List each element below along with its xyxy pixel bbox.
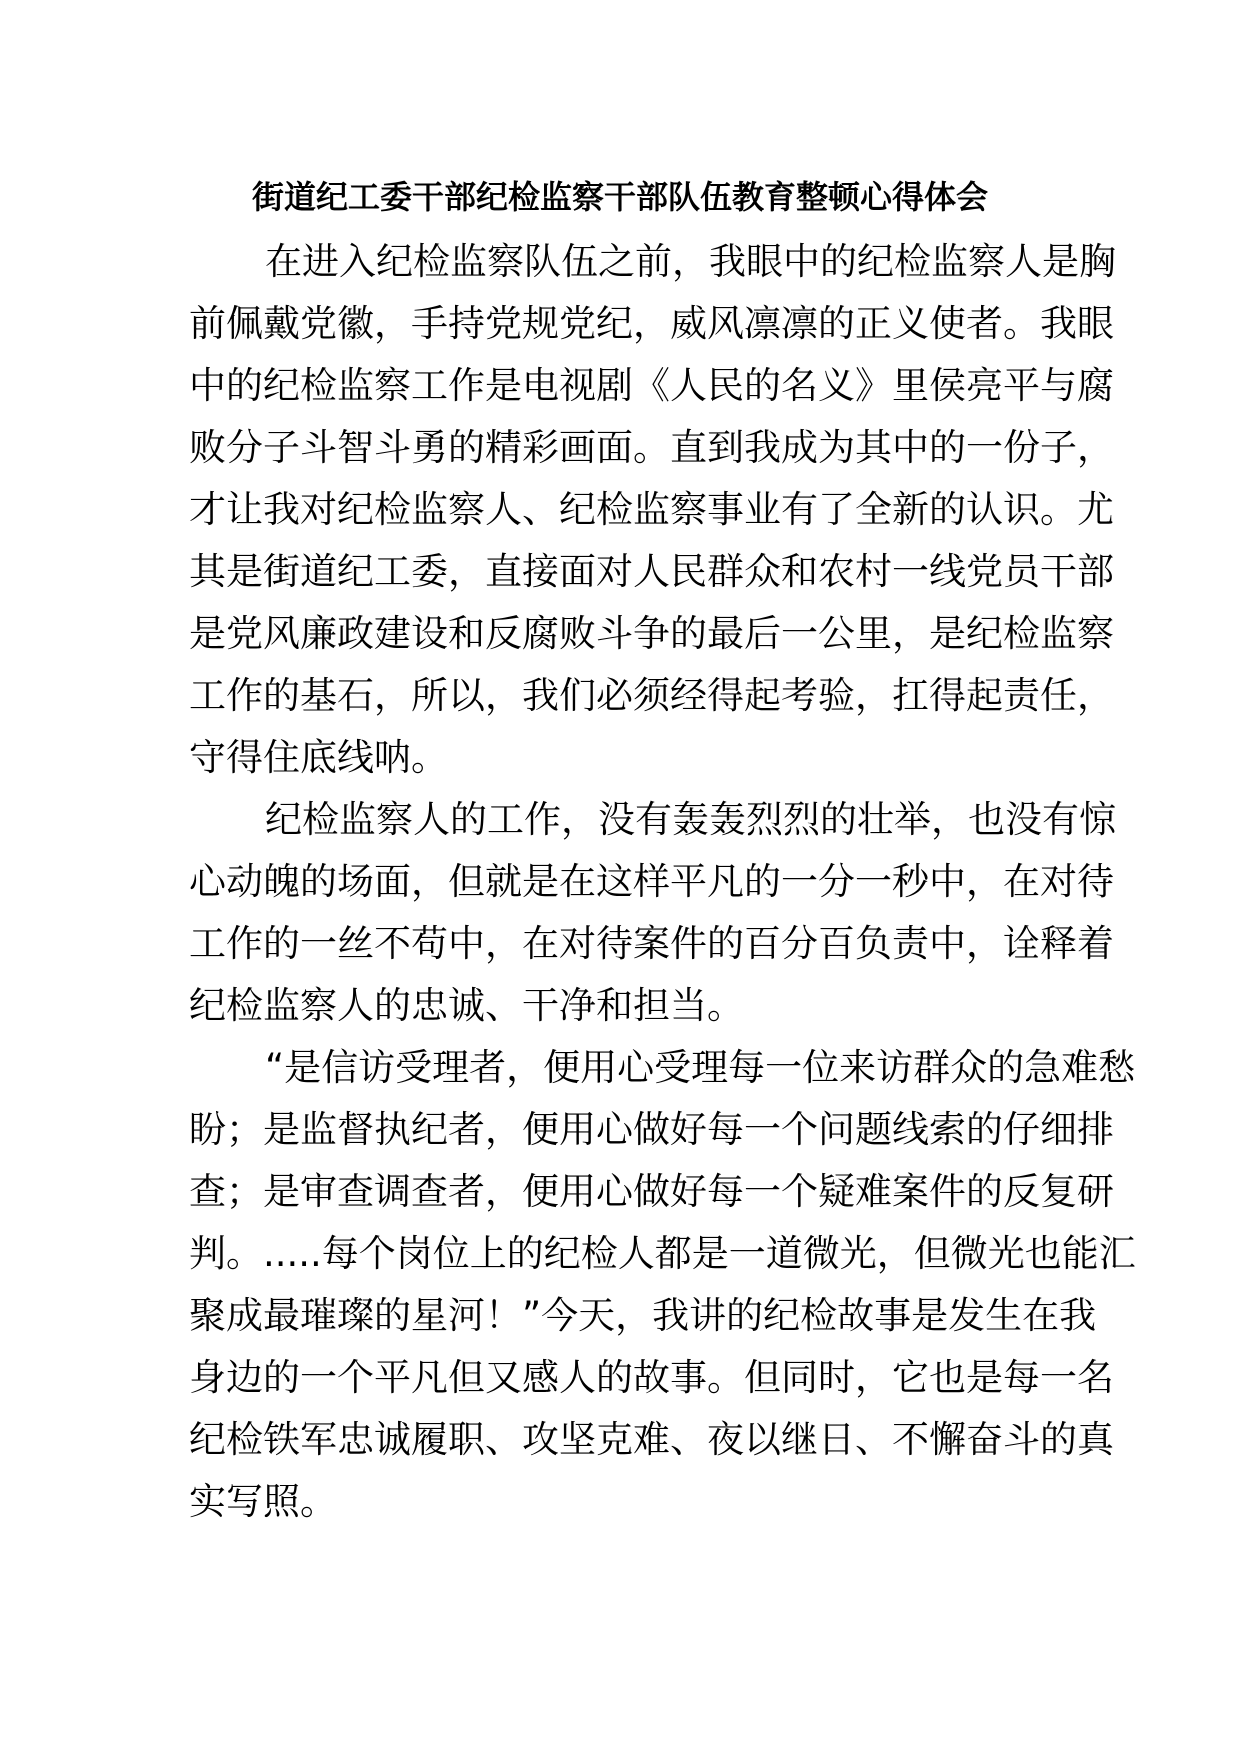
text-line: 聚成最璀璨的星河！”今天，我讲的纪检故事是发生在我 bbox=[189, 1294, 1097, 1337]
text-line: 纪检监察人的忠诚、干净和担当。 bbox=[189, 984, 744, 1027]
text-line: 是党风廉政建设和反腐败斗争的最后一公里，是纪检监察 bbox=[189, 612, 1114, 655]
text-line: 才让我对纪检监察人、纪检监察事业有了全新的认识。尤 bbox=[189, 488, 1114, 531]
text-line: “是信访受理者，便用心受理每一位来访群众的急难愁 bbox=[265, 1046, 1136, 1089]
text-line: 身边的一个平凡但又感人的故事。但同时，它也是每一名 bbox=[189, 1356, 1114, 1399]
text-line: 纪检铁军忠诚履职、攻坚克难、夜以继日、不懈奋斗的真 bbox=[189, 1418, 1114, 1461]
text-line: 盼；是监督执纪者，便用心做好每一个问题线索的仔细排 bbox=[189, 1108, 1114, 1151]
text-line: 在进入纪检监察队伍之前，我眼中的纪检监察人是胸 bbox=[265, 240, 1116, 283]
text-line: 守得住底线呐。 bbox=[189, 736, 448, 779]
document-body bbox=[189, 231, 1136, 1533]
text-line: 败分子斗智斗勇的精彩画面。直到我成为其中的一份子， bbox=[189, 426, 1114, 469]
text-line: 纪检监察人的工作，没有轰轰烈烈的壮举，也没有惊 bbox=[265, 798, 1116, 841]
text-line: 心动魄的场面，但就是在这样平凡的一分一秒中，在对待 bbox=[189, 860, 1114, 903]
text-line: 查；是审查调查者，便用心做好每一个疑难案件的反复研 bbox=[189, 1170, 1114, 1213]
text-line: 其是街道纪工委，直接面对人民群众和农村一线党员干部 bbox=[189, 550, 1114, 593]
text-line: 工作的基石，所以，我们必须经得起考验，扛得起责任， bbox=[189, 674, 1114, 717]
text-line: 前佩戴党徽，手持党规党纪，威风凛凛的正义使者。我眼 bbox=[189, 302, 1114, 345]
paragraph-3 bbox=[189, 1037, 1136, 1533]
paragraph-2 bbox=[189, 789, 1116, 1037]
text-line: 实写照。 bbox=[189, 1480, 337, 1523]
text-line: 中的纪检监察工作是电视剧《人民的名义》里侯亮平与腐 bbox=[189, 364, 1114, 407]
text-line: 判。.....每个岗位上的纪检人都是一道微光，但微光也能汇 bbox=[189, 1232, 1136, 1275]
text-line: 工作的一丝不苟中，在对待案件的百分百负责中，诠释着 bbox=[189, 922, 1114, 965]
document-title: 街道纪工委干部纪检监察干部队伍教育整顿心得体会 bbox=[251, 178, 988, 216]
paragraph-1 bbox=[189, 231, 1116, 789]
